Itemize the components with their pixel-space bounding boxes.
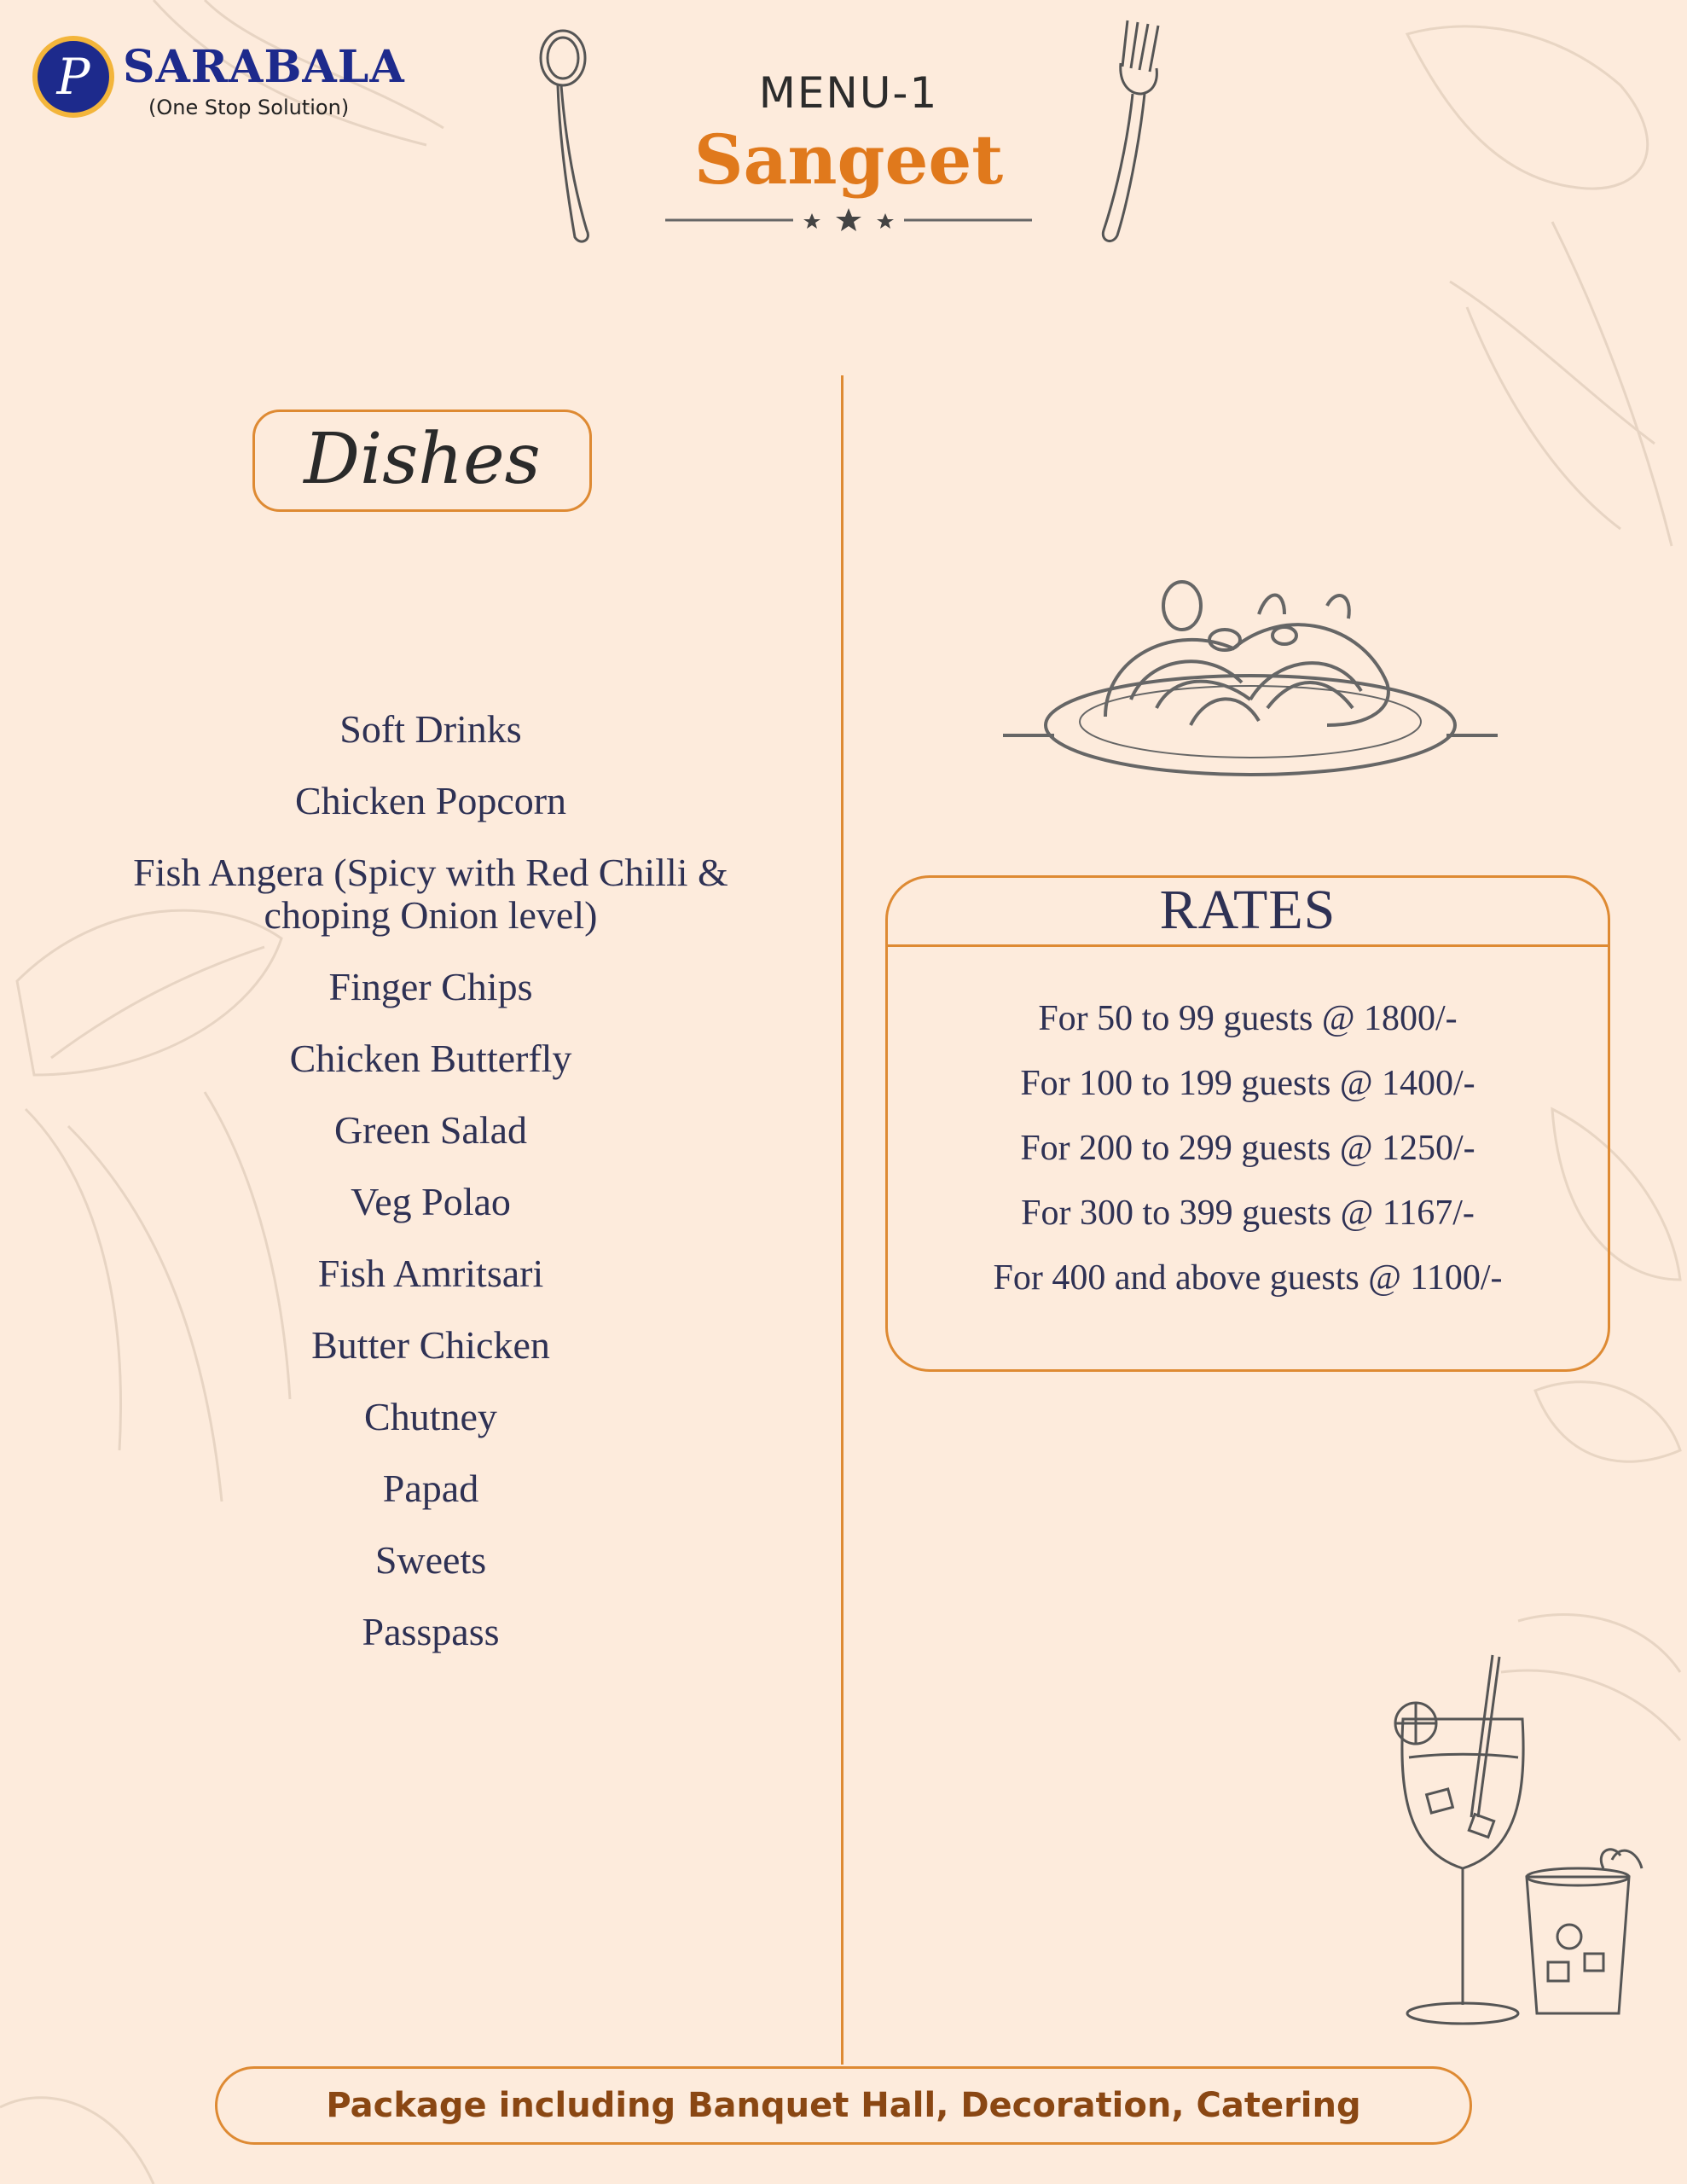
menu-number: MENU-1 xyxy=(758,68,939,118)
list-item: Chutney xyxy=(364,1395,497,1438)
list-item: Sweets xyxy=(374,1538,487,1582)
rate-item: For 400 and above guests @ 1100/- xyxy=(993,1258,1503,1298)
rate-item: For 300 to 399 guests @ 1167/- xyxy=(1021,1194,1475,1233)
brand-name: SARABALA xyxy=(123,41,405,93)
package-banner: Package including Banquet Hall, Decoration, Catering xyxy=(215,2066,1472,2145)
menu-title: Sangeet xyxy=(693,119,1004,200)
list-item: Soft Drinks xyxy=(339,707,522,751)
star-icon xyxy=(836,208,861,231)
list-item: Butter Chicken xyxy=(311,1323,550,1367)
tumbler-glass-icon xyxy=(1510,1843,1646,2030)
dish-list xyxy=(34,708,827,1682)
brand-logo xyxy=(32,32,425,126)
rates-heading-rule xyxy=(888,944,1608,947)
list-item: Veg Polao xyxy=(351,1180,511,1223)
rate-item: For 50 to 99 guests @ 1800/- xyxy=(1038,999,1458,1038)
list-item: Finger Chips xyxy=(328,965,533,1008)
title-divider-stars xyxy=(665,205,1032,235)
rate-item: For 100 to 199 guests @ 1400/- xyxy=(1020,1064,1475,1103)
rates-list xyxy=(888,997,1608,1321)
rates-panel xyxy=(885,875,1610,1372)
logo-badge: P xyxy=(32,36,114,118)
list-item: Papad xyxy=(382,1467,479,1510)
rates-heading: RATES xyxy=(1159,879,1336,941)
list-item: Passpass xyxy=(362,1610,500,1653)
dishes-heading: Dishes xyxy=(252,410,592,512)
pasta-plate-icon xyxy=(1003,555,1498,785)
list-item: Chicken Butterfly xyxy=(289,1037,572,1080)
brand-tagline: (One Stop Solution) xyxy=(148,96,350,119)
rate-item: For 200 to 299 guests @ 1250/- xyxy=(1020,1129,1475,1168)
list-item: Fish Angera (Spicy with Red Chilli & choping Onion level) xyxy=(133,851,728,937)
star-icon xyxy=(803,213,820,229)
list-item: Green Salad xyxy=(333,1108,528,1152)
star-icon xyxy=(877,213,894,229)
list-item: Fish Amritsari xyxy=(317,1252,544,1295)
list-item: Chicken Popcorn xyxy=(294,779,567,822)
column-divider xyxy=(841,375,844,2065)
